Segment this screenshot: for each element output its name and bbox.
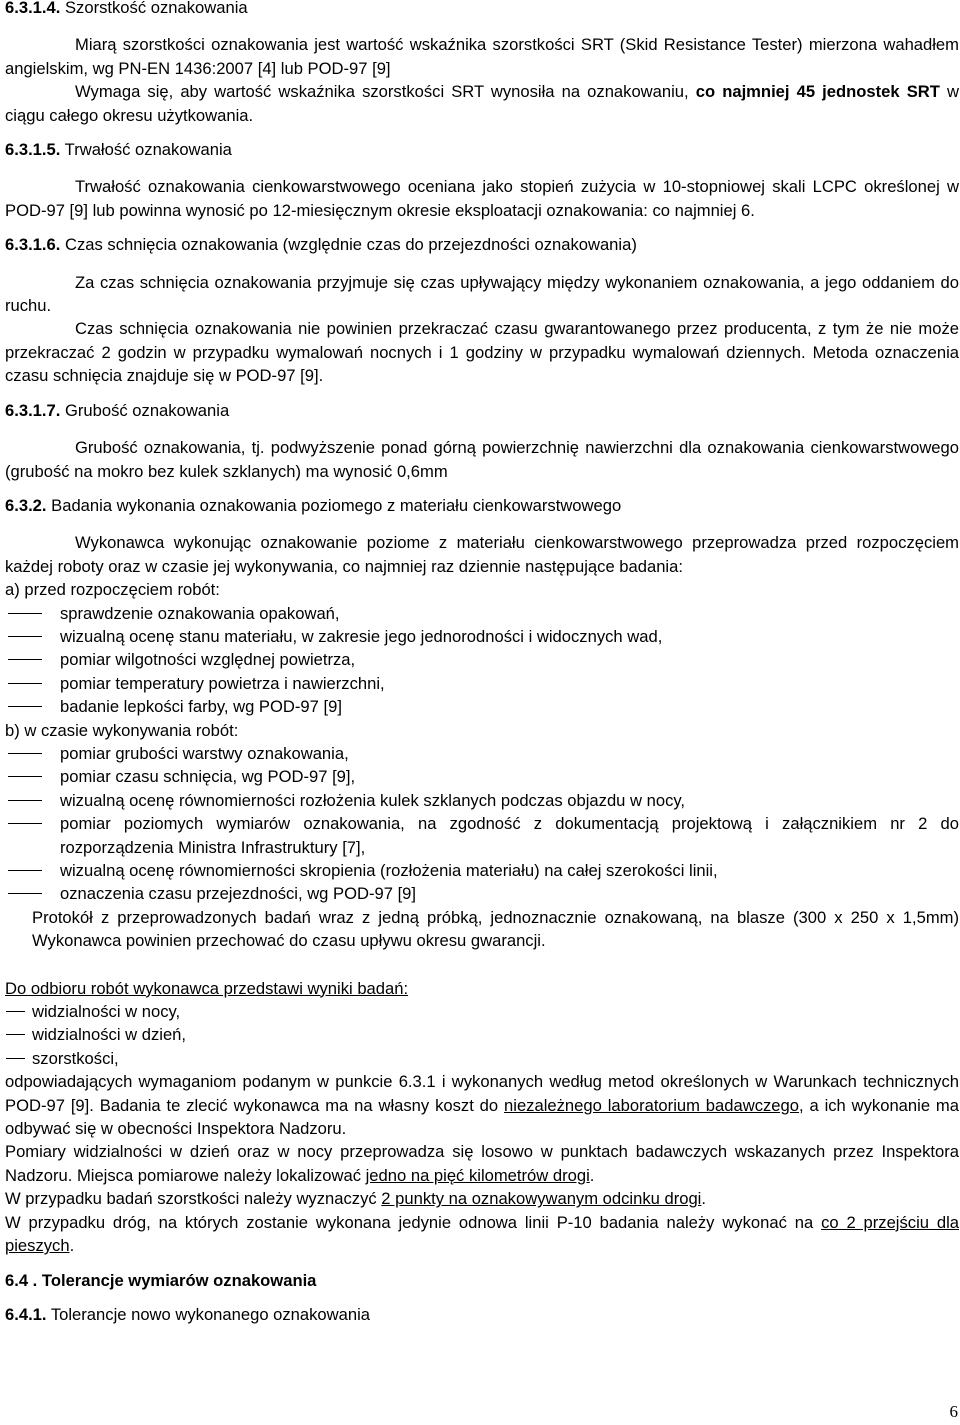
paragraph-protocol: Protokół z przeprowadzonych badań wraz z jedną próbką, jednoznacznie oznakowaną, na blasze (300 x 250 x 1,5mm) Wykonawca powinien przechować do czasu upływu okresu gwarancji. [32, 907, 959, 951]
paragraph [5, 1070, 959, 1140]
section-heading-6-3-1-4 [5, 0, 959, 19]
paragraph: Wykonawca wykonując oznakowanie poziome z materiału cienkowarstwowego przeprowadza przed rozpoczęciem każdej roboty oraz w czasie jej wykonywania, co najmniej raz dziennie następujące badania: [5, 533, 959, 576]
section-title: Grubość oznakowania [64, 400, 230, 420]
paragraph [5, 1211, 959, 1258]
list-before-works [5, 602, 959, 719]
text-run: Wymaga się, aby wartość wskaźnika szorstkości SRT wynosiła na oznakowaniu, [75, 82, 689, 102]
section-title: Tolerancje wymiarów oznakowania [41, 1270, 317, 1290]
list-item: sprawdzenie oznakowania opakowań, [5, 602, 959, 625]
paragraph [5, 1187, 959, 1210]
underlined-text: jedno na pięć kilometrów drogi [365, 1165, 590, 1185]
paragraph: Miarą szorstkości oznakowania jest wartość wskaźnika szorstkości SRT (Skid Resistance Tester) mierzona wahadłem angielskim, wg PN-EN 1436:2007 [4] lub POD-97 [9] [5, 35, 959, 78]
list-label-b: b) w czasie wykonywania robót: [5, 720, 239, 740]
list-label-a: a) przed rozpoczęciem robót: [5, 580, 220, 600]
section-title: Tolerancje nowo wykonanego oznakowania [50, 1304, 371, 1324]
text-run: . [69, 1236, 75, 1256]
list-item: pomiar czasu schnięcia, wg POD-97 [9], [5, 765, 959, 788]
section-number: 6.4.1. [5, 1304, 47, 1324]
list-item: wizualną ocenę równomierności skropienia (rozłożenia materiału) na całej szerokości linii, [5, 859, 959, 882]
paragraph: Czas schnięcia oznakowania nie powinien przekraczać czasu gwarantowanego przez producenta, z tym że nie może przekraczać 2 godzin w przypadku wymalowań nocnych i 1 godziny w przypadku wymalowań dziennych. Metoda oznaczenia czasu schnięcia znajduje się w POD-97 [9]. [5, 319, 959, 386]
text-run: odpowiadających wymaganiom podanym w punkcie 6.3.1 i wykonanych według metod określonych w Warunkach technicznych POD-97 [9]. Badania te zlecić wykonawca ma na własny koszt do [5, 1072, 959, 1115]
section-heading-6-4-1 [5, 1303, 959, 1326]
list-item: wizualną ocenę równomierności rozłożenia kulek szklanych podczas objazdu w nocy, [5, 789, 959, 812]
section-number: 6.4 . [5, 1270, 38, 1290]
section-title: Czas schnięcia oznakowania (względnie czas do przejezdności oznakowania) [64, 235, 637, 255]
list-during-works [5, 742, 959, 906]
section-heading-6-4 [5, 1269, 959, 1292]
text-run: . [589, 1165, 595, 1185]
text-run: . [701, 1189, 706, 1209]
list-item: pomiar wilgotności względnej powietrza, [5, 648, 959, 671]
section-title: Szorstkość oznakowania [64, 0, 248, 17]
section-number: 6.3.1.4. [5, 0, 61, 17]
underlined-text: niezależnego laboratorium badawczego [504, 1095, 799, 1115]
receipt-heading: Do odbioru robót wykonawca przedstawi wyniki badań: [5, 978, 409, 998]
section-number: 6.3.1.6. [5, 235, 61, 255]
section-number: 6.3.2. [5, 495, 47, 515]
list-item: widzialności w nocy, [5, 1000, 959, 1023]
paragraph: Trwałość oznakowania cienkowarstwowego oceniana jako stopień zużycia w 10-stopniowej skali LCPC określonej w POD-97 [9] lub powinna wynosić po 12-miesięcznym okresie eksploatacji oznakowania: co najmniej 6. [5, 177, 959, 220]
text-run: Pomiary widzialności w dzień oraz w nocy przeprowadza się losowo w punktach badawczych wskazanych przez Inspektora Nadzoru. Miejsca pomiarowe należy lokalizować [5, 1142, 959, 1185]
text-run: w ciągu całego okresu użytkowania. [5, 82, 959, 125]
list-item: szorstkości, [5, 1047, 959, 1070]
section-heading-6-3-1-5 [5, 138, 959, 161]
text-run: , a ich wykonanie ma odbywać się w obecności Inspektora Nadzoru. [5, 1095, 959, 1139]
section-title: Trwałość oznakowania [64, 140, 232, 160]
section-heading-6-3-1-7 [5, 399, 959, 422]
section-heading-6-3-2 [5, 494, 959, 517]
list-item: widzialności w dzień, [5, 1023, 959, 1046]
list-item: pomiar poziomych wymiarów oznakowania, na zgodność z dokumentacją projektową i załącznikiem nr 2 do rozporządzenia Ministra Infrastruktury [7], [5, 812, 959, 859]
list-item: badanie lepkości farby, wg POD-97 [9] [5, 695, 959, 718]
paragraph: Grubość oznakowania, tj. podwyższenie ponad górną powierzchnię nawierzchni dla oznakowania cienkowarstwowego (grubość na mokro bez kulek szklanych) ma wynosić 0,6mm [5, 438, 959, 481]
list-item: pomiar temperatury powietrza i nawierzchni, [5, 672, 959, 695]
list-item: pomiar grubości warstwy oznakowania, [5, 742, 959, 765]
text-run: W przypadku dróg, na których zostanie wykonana jedynie odnowa linii P-10 badania należy wykonać na [5, 1212, 814, 1232]
page-number: 6 [949, 1401, 958, 1421]
paragraph [5, 1140, 959, 1187]
section-heading-6-3-1-6 [5, 233, 959, 256]
section-title: Badania wykonania oznakowania poziomego z materiału cienkowarstwowego [51, 495, 622, 515]
paragraph [5, 80, 959, 127]
document-body [5, 0, 959, 1326]
receipt-list [5, 1000, 959, 1070]
section-number: 6.3.1.7. [5, 400, 61, 420]
bold-text: co najmniej 45 jednostek SRT [695, 82, 940, 102]
list-item: wizualną ocenę stanu materiału, w zakresie jego jednorodności i widocznych wad, [5, 625, 959, 648]
underlined-text: co 2 przejściu dla pieszych [5, 1212, 959, 1256]
paragraph: Za czas schnięcia oznakowania przyjmuje się czas upływający między wykonaniem oznakowania, a jego oddaniem do ruchu. [5, 272, 959, 316]
section-number: 6.3.1.5. [5, 140, 61, 160]
list-item: oznaczenia czasu przejezdności, wg POD-97 [9] [5, 882, 959, 905]
underlined-text: 2 punkty na oznakowywanym odcinku drogi [381, 1189, 702, 1209]
text-run: W przypadku badań szorstkości należy wyznaczyć [5, 1189, 377, 1209]
